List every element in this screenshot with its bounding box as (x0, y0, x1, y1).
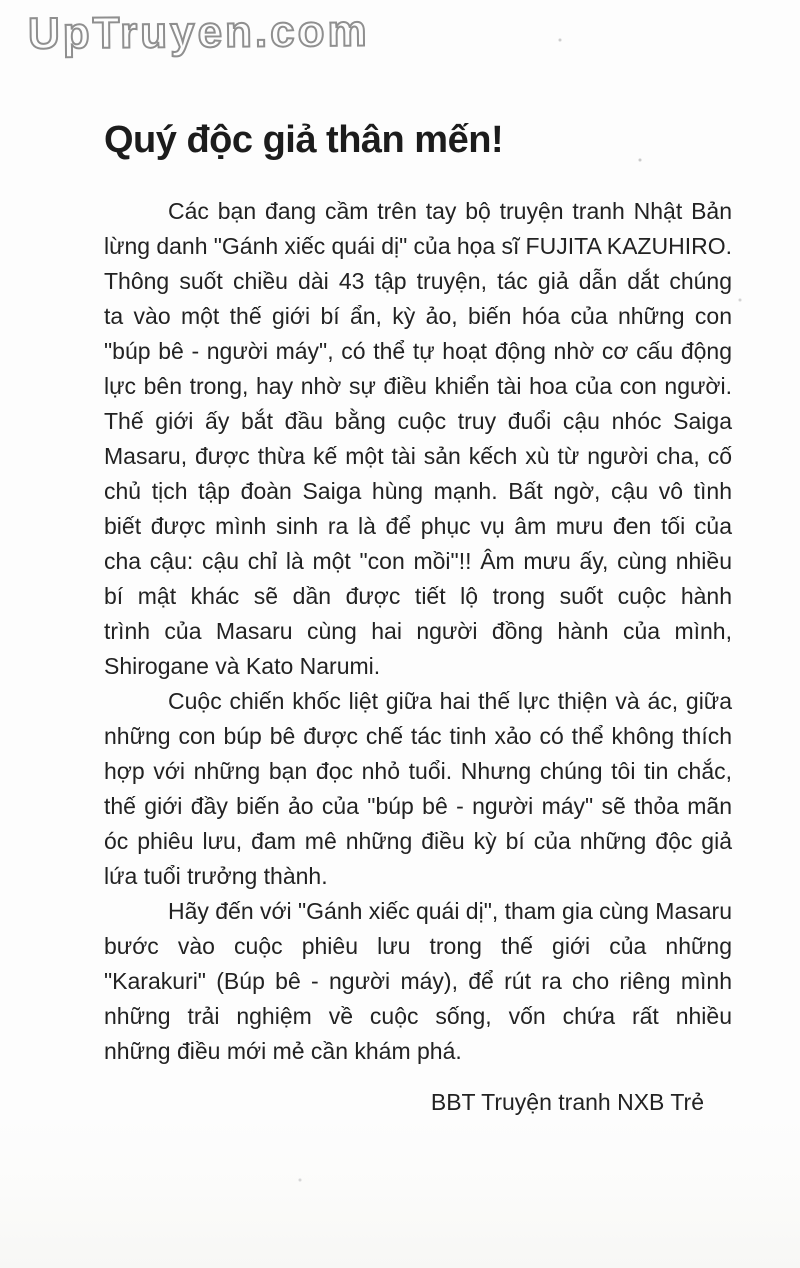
text-line: Hãy đến với "Gánh xiếc quái dị", tham gia cùng Masaru (168, 898, 732, 924)
text-line: Cuộc chiến khốc liệt giữa hai thế lực thiện và ác, giữa (168, 688, 732, 714)
paragraph (104, 194, 732, 684)
text-line: Các bạn đang cầm trên tay bộ truyện tranh Nhật Bản (168, 198, 732, 224)
text-line: bí mật khác sẽ dần được tiết lộ trong suốt cuộc hành (104, 583, 732, 609)
text-line: lứa tuổi trưởng thành. (104, 863, 328, 889)
text-line: trình của Masaru cùng hai người đồng hành của mình, (104, 618, 732, 644)
paragraph (104, 684, 732, 894)
site-watermark: UpTruyen.com (27, 6, 370, 59)
text-line: những điều mới mẻ cần khám phá. (104, 1038, 462, 1064)
text-line: lực bên trong, hay nhờ sự điều khiển tài hoa của con người. (104, 373, 732, 399)
signature: BBT Truyện tranh NXB Trẻ (430, 1089, 704, 1115)
text-line: lừng danh "Gánh xiếc quái dị" của họa sĩ FUJITA KAZUHIRO. (104, 233, 732, 259)
text-line: "búp bê - người máy", có thể tự hoạt động nhờ cơ cấu động (104, 338, 732, 364)
text-line: "Karakuri" (Búp bê - người máy), để rút ra cho riêng mình (104, 968, 732, 994)
page-title: Quý độc giả thân mến! (104, 119, 504, 161)
reader-letter (104, 114, 732, 1120)
paragraph (104, 894, 732, 1069)
text-line: biết được mình sinh ra là để phục vụ âm mưu đen tối của (104, 513, 732, 539)
text-line: óc phiêu lưu, đam mê những điều kỳ bí của những độc giả (104, 828, 732, 854)
text-line: bước vào cuộc phiêu lưu trong thế giới của những (104, 933, 732, 959)
text-line: ta vào một thế giới bí ẩn, kỳ ảo, biến hóa của những con (104, 303, 732, 329)
text-line: chủ tịch tập đoàn Saiga hùng mạnh. Bất ngờ, cậu vô tình (104, 478, 732, 504)
text-line: Shirogane và Kato Narumi. (104, 653, 381, 679)
text-line: những trải nghiệm về cuộc sống, vốn chứa rất nhiều (104, 1003, 732, 1029)
text-line: hợp với những bạn đọc nhỏ tuổi. Nhưng chúng tôi tin chắc, (104, 758, 732, 784)
text-line: cha cậu: cậu chỉ là một "con mồi"!! Âm mưu ấy, cùng nhiều (104, 548, 732, 574)
text-line: những con búp bê được chế tác tinh xảo có thể không thích (104, 723, 732, 749)
text-line: thế giới đầy biến ảo của "búp bê - người máy" sẽ thỏa mãn (104, 793, 732, 819)
text-line: Masaru, được thừa kế một tài sản kếch xù từ người cha, cố (104, 443, 732, 469)
text-line: Thế giới ấy bắt đầu bằng cuộc truy đuổi cậu nhóc Saiga (104, 408, 732, 434)
text-line: Thông suốt chiều dài 43 tập truyện, tác giả dẫn dắt chúng (104, 268, 732, 294)
letter-body (104, 194, 732, 1069)
